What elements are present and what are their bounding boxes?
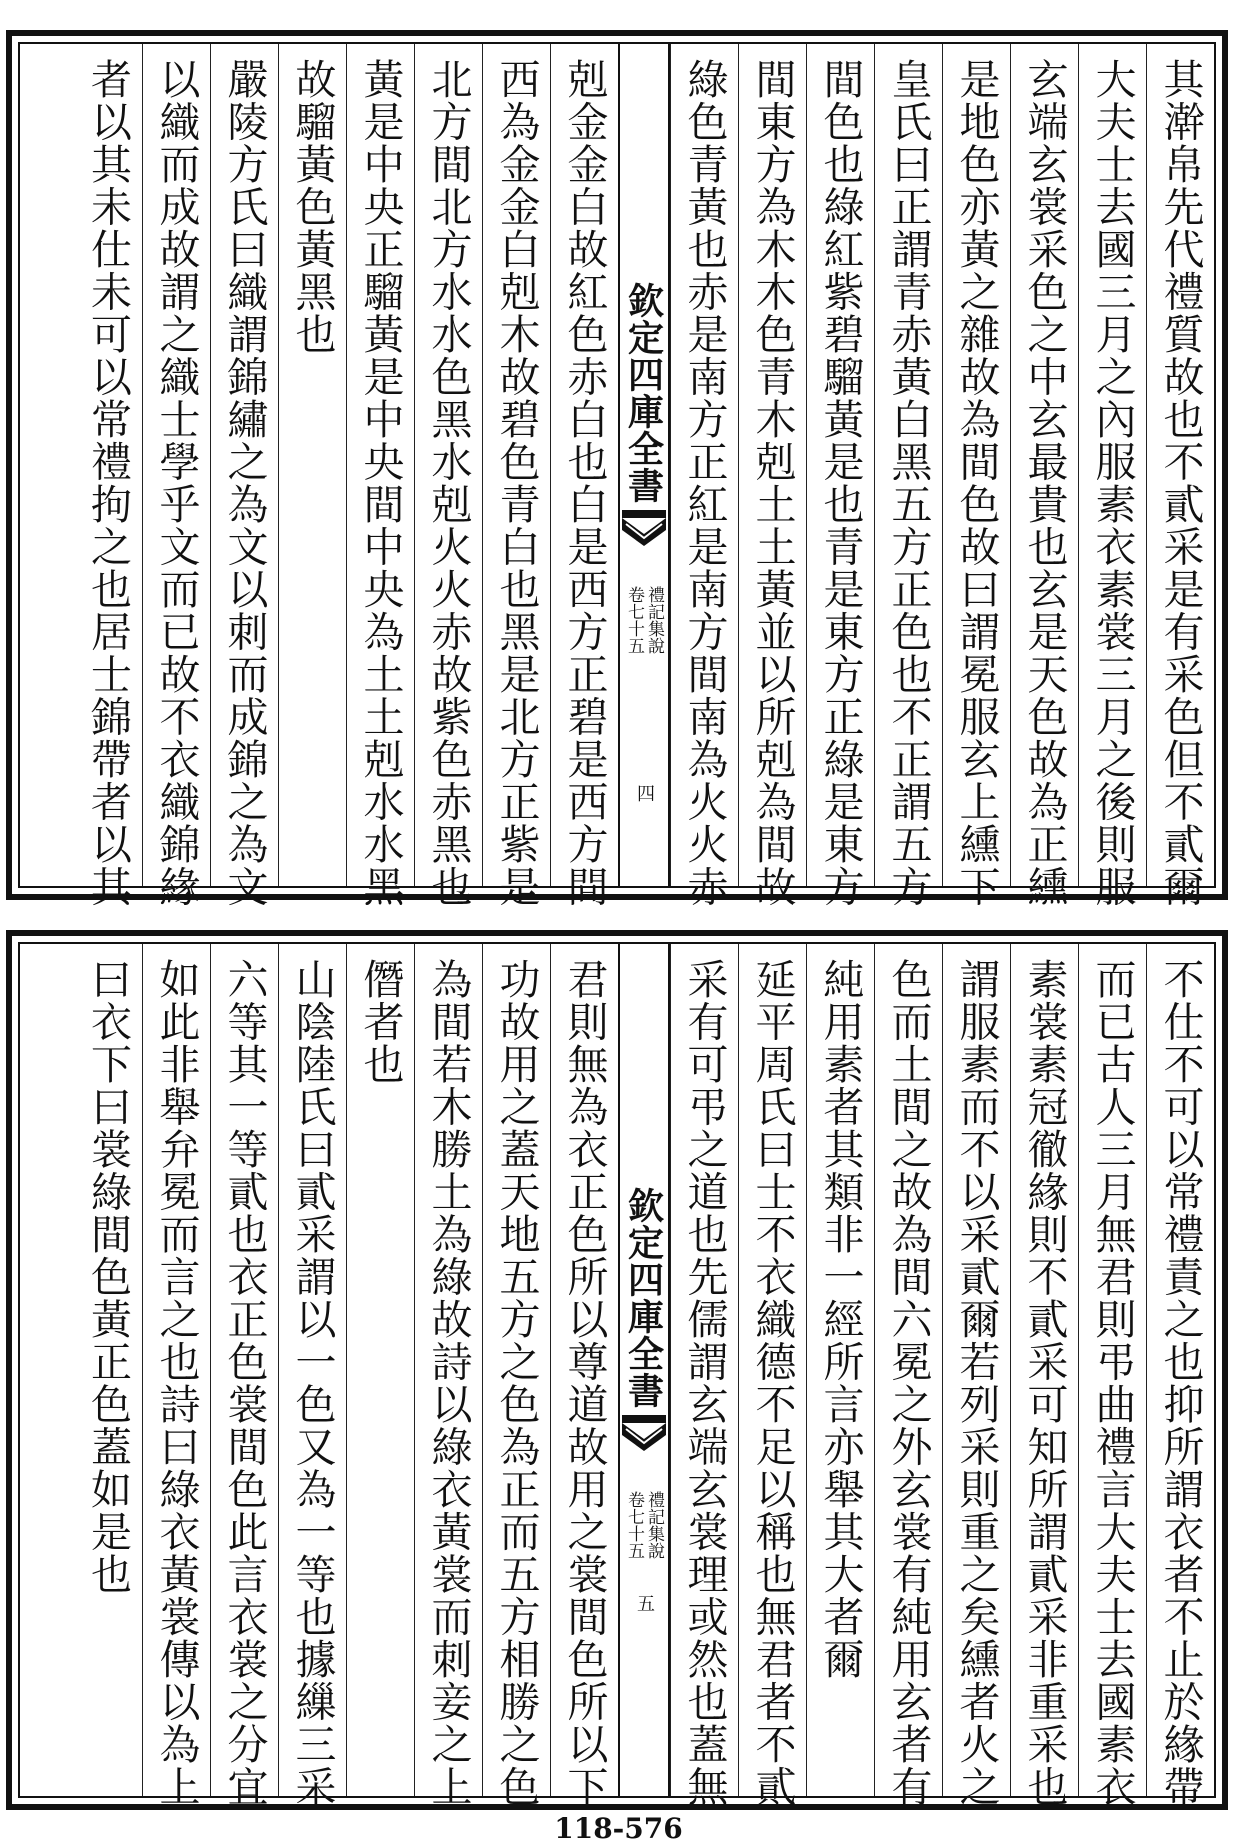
text-column: 西為金金白剋木故碧色青白也黑是北方正紫是 xyxy=(482,44,550,886)
volume-label: 禮記集說 卷七十五 xyxy=(624,586,664,654)
book-title: 欽定四庫全書 xyxy=(622,1187,665,1409)
book-title: 欽定四庫全書 xyxy=(622,282,665,504)
text-column: 以織而成故謂之織士學乎文而已故不衣織錦緣 xyxy=(142,44,210,886)
top-page-frame xyxy=(18,42,1216,908)
text-column: 僭者也 xyxy=(346,944,414,1796)
fish-tail-mark-icon xyxy=(622,1415,666,1455)
text-column: 皇氏曰正謂青赤黃白黑五方正色也不正謂五方 xyxy=(874,44,942,886)
bottom-page-frame xyxy=(18,942,1216,1808)
text-column: 其澣帛先代禮質故也不貳采是有采色但不貳爾 xyxy=(1146,44,1214,886)
page-number: 五 xyxy=(634,1594,655,1612)
text-column: 黃是中央正騮黃是中央間中央為土土剋水水黑 xyxy=(346,44,414,886)
text-column: 間東方為木木色青木剋土土黃並以所剋為間故 xyxy=(738,44,806,886)
text-column: 而已古人三月無君則弔曲禮言大夫士去國素衣 xyxy=(1078,944,1146,1796)
top-page xyxy=(6,30,1228,908)
text-column: 故騮黃色黃黑也 xyxy=(278,44,346,886)
text-column: 玄端玄裳采色之中玄最貴也玄是天色故為正纁 xyxy=(1010,44,1078,886)
text-column: 如此非舉弁冕而言之也詩曰綠衣黃裳傳以為上 xyxy=(142,944,210,1796)
page-number: 四 xyxy=(634,784,655,802)
text-column: 純用素者其類非一經所言亦舉其大者爾 xyxy=(806,944,874,1796)
page-code: 118-576 xyxy=(554,1812,683,1845)
text-column: 色而土間之故為間六冕之外玄裳有純用玄者有 xyxy=(874,944,942,1796)
text-column: 為間若木勝土為綠故詩以綠衣黃裳而刺妾之上 xyxy=(414,944,482,1796)
text-column: 北方間北方水水色黑水剋火火赤故紫色赤黑也 xyxy=(414,44,482,886)
text-column: 延平周氏曰士不衣織德不足以稱也無君者不貳 xyxy=(738,944,806,1796)
text-column: 間色也綠紅紫碧騮黃是也青是東方正綠是東方 xyxy=(806,44,874,886)
text-column: 嚴陵方氏曰織謂錦繡之為文以刺而成錦之為文 xyxy=(210,44,278,886)
fish-tail-mark-icon xyxy=(622,510,666,550)
text-column: 不仕不可以常禮責之也抑所謂衣者不止於緣帶 xyxy=(1146,944,1214,1796)
volume-label: 禮記集說 卷七十五 xyxy=(624,1491,664,1559)
bottom-page-columns xyxy=(20,944,1214,1808)
text-column: 六等其一等貳也衣正色裳間色此言衣裳之分宜 xyxy=(210,944,278,1796)
text-column: 素裳素冠徹緣則不貳采可知所謂貳采非重采也 xyxy=(1010,944,1078,1796)
text-column: 綠色青黃也赤是南方正紅是南方間南為火火赤 xyxy=(670,44,738,886)
text-column: 采有可弔之道也先儒謂玄端玄裳理或然也蓋無 xyxy=(670,944,738,1796)
text-column: 曰衣下曰裳綠間色黃正色蓋如是也 xyxy=(84,958,132,1596)
center-gutter xyxy=(618,944,670,1796)
text-column: 山陰陸氏曰貳采謂以一色又為一等也據繅三采 xyxy=(278,944,346,1796)
center-gutter xyxy=(618,44,670,886)
text-column: 者以其未仕未可以常禮拘之也居士錦帶者以其 xyxy=(84,58,132,908)
text-column: 大夫士去國三月之內服素衣素裳三月之後則服 xyxy=(1078,44,1146,886)
bottom-page xyxy=(6,930,1228,1810)
text-column: 謂服素而不以采貳爾若列采則重之矣纁者火之 xyxy=(942,944,1010,1796)
text-column: 是地色亦黃之雜故為間色故曰謂冕服玄上纁下 xyxy=(942,44,1010,886)
top-page-columns xyxy=(20,44,1214,908)
text-column: 剋金金白故紅色赤白也白是西方正碧是西方間 xyxy=(550,44,618,886)
text-column: 功故用之蓋天地五方之色為正而五方相勝之色 xyxy=(482,944,550,1796)
text-column: 君則無為衣正色所以尊道故用之裳間色所以下 xyxy=(550,944,618,1796)
